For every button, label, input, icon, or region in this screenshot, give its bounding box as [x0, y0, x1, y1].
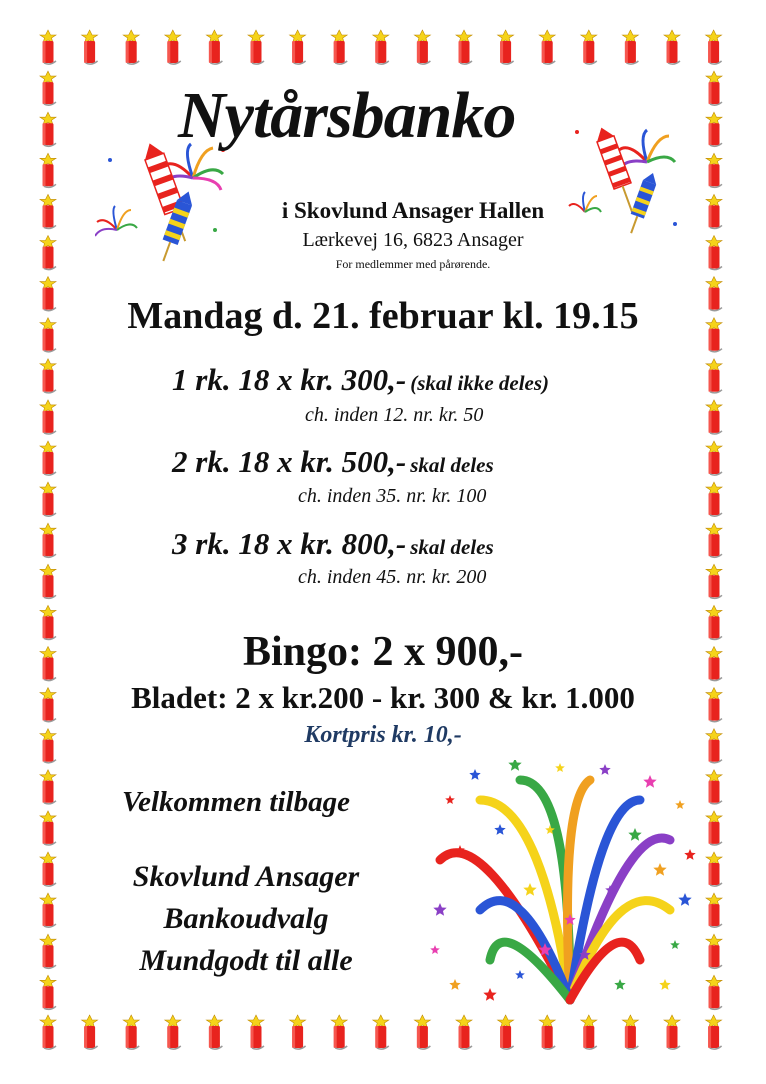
- firecracker-icon: [40, 770, 56, 804]
- firecracker-icon: [40, 30, 56, 64]
- firecracker-icon: [664, 1015, 680, 1049]
- star-icon: [643, 775, 656, 788]
- firecracker-icon: [373, 30, 389, 64]
- round-2-chance: ch. inden 35. nr. kr. 100: [298, 485, 487, 507]
- firecracker-icon: [706, 811, 722, 845]
- firecracker-icon: [706, 30, 722, 64]
- star-icon: [494, 824, 505, 835]
- firecracker-icon: [40, 975, 56, 1009]
- firecracker-icon: [622, 1015, 638, 1049]
- firecracker-icon: [123, 30, 139, 64]
- firecracker-icon: [706, 523, 722, 557]
- organizer-line-1: Skovlund Ansager: [132, 860, 360, 893]
- star-icon: [433, 903, 446, 916]
- firecracker-icon: [373, 1015, 389, 1049]
- firecracker-icon: [456, 30, 472, 64]
- star-icon: [483, 988, 496, 1001]
- firecracker-icon: [206, 30, 222, 64]
- firecracker-icon: [622, 30, 638, 64]
- firecracker-icon: [539, 1015, 555, 1049]
- firecracker-icon: [165, 1015, 181, 1049]
- firecracker-icon: [82, 1015, 98, 1049]
- firecracker-icon: [706, 770, 722, 804]
- firecracker-icon: [40, 400, 56, 434]
- venue-address: Lærkevej 16, 6823 Ansager: [302, 229, 524, 251]
- star-icon: [449, 979, 460, 990]
- firecracker-icon: [40, 852, 56, 886]
- audience-note: For medlemmer med pårørende.: [335, 257, 491, 271]
- round-3-chance: ch. inden 45. nr. kr. 200: [298, 566, 487, 588]
- firecracker-icon: [414, 1015, 430, 1049]
- firecracker-icon: [248, 30, 264, 64]
- round-2: [172, 444, 494, 480]
- star-icon: [599, 764, 610, 775]
- star-icon: [523, 883, 536, 896]
- round-2-condition: skal deles: [410, 453, 494, 477]
- firecracker-icon: [706, 441, 722, 475]
- firecracker-icon: [40, 811, 56, 845]
- firecracker-icon: [40, 71, 56, 105]
- star-icon: [555, 763, 565, 772]
- star-icon: [508, 760, 521, 771]
- firecracker-icon: [40, 523, 56, 557]
- firecracker-icon: [82, 30, 98, 64]
- firecracker-icon: [40, 482, 56, 516]
- star-icon: [659, 979, 670, 990]
- bladet-prizes: Bladet: 2 x kr.200 - kr. 300 & kr. 1.000: [131, 680, 635, 715]
- firecracker-icon: [40, 153, 56, 187]
- firecracker-icon: [706, 852, 722, 886]
- firecracker-icon: [331, 30, 347, 64]
- firecracker-icon: [40, 359, 56, 393]
- star-icon: [653, 863, 666, 876]
- round-3-condition: skal deles: [410, 535, 494, 559]
- round-1-chance: ch. inden 12. nr. kr. 50: [305, 404, 484, 426]
- firecracker-icon: [539, 30, 555, 64]
- firecracker-icon: [498, 1015, 514, 1049]
- firecracker-icon: [581, 1015, 597, 1049]
- firecracker-icon: [706, 400, 722, 434]
- star-icon: [678, 893, 691, 906]
- welcome-text: Velkommen tilbage: [122, 786, 350, 818]
- page-title: Nytårsbanko: [178, 79, 516, 152]
- firecracker-icon: [248, 1015, 264, 1049]
- round-1-condition: (skal ikke deles): [410, 371, 550, 395]
- firecracker-icon: [706, 1015, 722, 1049]
- firecracker-icon: [706, 564, 722, 598]
- firecracker-icon: [331, 1015, 347, 1049]
- venue-name: i Skovlund Ansager Hallen: [281, 198, 545, 223]
- round-1-prize: 1 rk. 18 x kr. 300,-: [172, 362, 407, 397]
- round-3: [172, 526, 494, 562]
- round-2-prize: 2 rk. 18 x kr. 500,-: [172, 444, 407, 479]
- round-1: [172, 362, 549, 398]
- star-icon: [670, 940, 680, 949]
- firecracker-icon: [706, 975, 722, 1009]
- bingo-prize: Bingo: 2 x 900,-: [242, 629, 523, 675]
- star-icon: [445, 795, 455, 804]
- firecracker-icon: [706, 71, 722, 105]
- star-icon: [684, 849, 695, 860]
- star-icon: [675, 800, 685, 809]
- firecracker-icon: [40, 934, 56, 968]
- firecracker-icon: [123, 1015, 139, 1049]
- firecracker-icon: [456, 1015, 472, 1049]
- star-icon: [614, 979, 625, 990]
- firework-burst-icon: [619, 130, 675, 170]
- firework-burst-icon: [440, 780, 670, 1000]
- firecracker-icon: [706, 153, 722, 187]
- firecracker-icon: [414, 30, 430, 64]
- card-price: Kortpris kr. 10,-: [304, 722, 462, 748]
- firecracker-icon: [706, 112, 722, 146]
- organizer-line-2: Bankoudvalg: [163, 902, 329, 935]
- firecracker-icon: [581, 30, 597, 64]
- firecracker-icon: [706, 359, 722, 393]
- firework-burst-decoration: [420, 760, 700, 1015]
- firecracker-icon: [40, 441, 56, 475]
- star-icon: [628, 828, 641, 841]
- firecracker-icon: [165, 30, 181, 64]
- star-icon: [515, 970, 525, 979]
- firecracker-icon: [290, 30, 306, 64]
- firecracker-icon: [40, 564, 56, 598]
- firecracker-icon: [40, 1015, 56, 1049]
- firecracker-icon: [706, 893, 722, 927]
- firecracker-icon: [706, 482, 722, 516]
- star-icon: [469, 769, 480, 780]
- firecracker-icon: [706, 934, 722, 968]
- round-3-prize: 3 rk. 18 x kr. 800,-: [172, 526, 407, 561]
- firecracker-icon: [206, 1015, 222, 1049]
- firecracker-icon: [40, 112, 56, 146]
- firecracker-icon: [40, 893, 56, 927]
- firecracker-icon: [664, 30, 680, 64]
- firecracker-icon: [290, 1015, 306, 1049]
- firecracker-icon: [498, 30, 514, 64]
- event-date: Mandag d. 21. februar kl. 19.15: [127, 295, 639, 337]
- star-icon: [430, 945, 440, 954]
- refreshments-line: Mundgodt til alle: [139, 944, 353, 977]
